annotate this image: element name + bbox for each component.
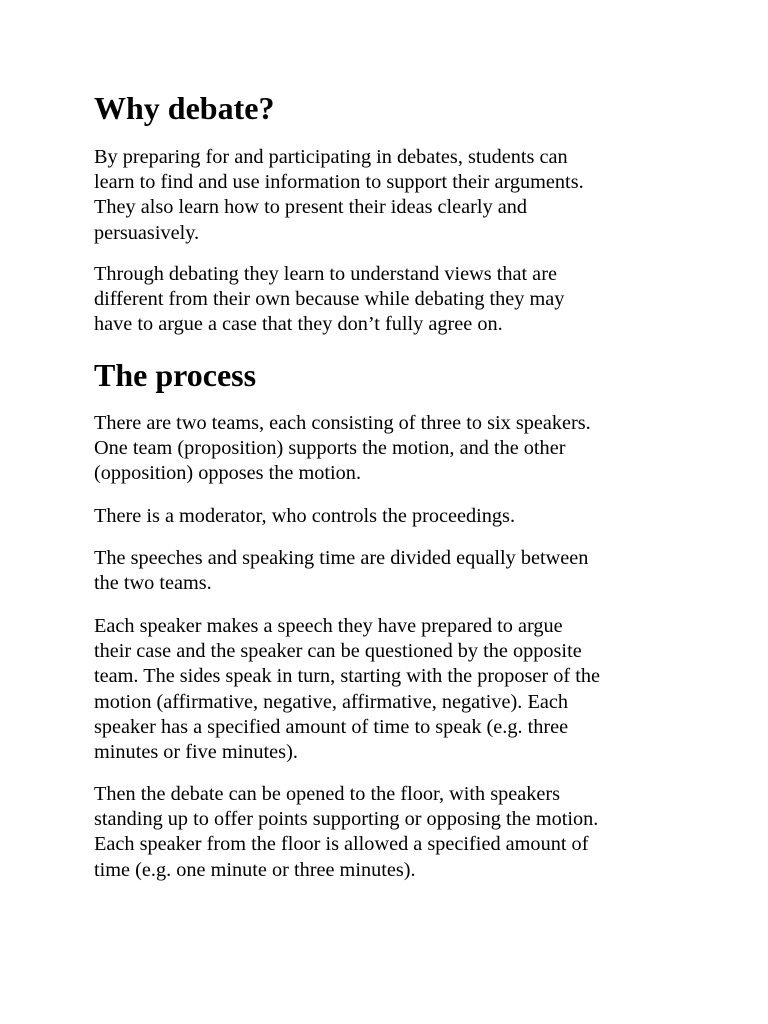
- text-line: have to argue a case that they don’t fully agree on.: [94, 313, 503, 336]
- text-line: They also learn how to present their ideas clearly and: [94, 196, 528, 219]
- text-line: the two teams.: [94, 572, 212, 595]
- text-line: learn to find and use information to support their arguments.: [94, 171, 584, 194]
- text-line: Then the debate can be opened to the floor, with speakers: [94, 783, 561, 805]
- text-line: standing up to offer points supporting or opposing the motion.: [94, 808, 599, 831]
- paragraph-process-5: [94, 782, 598, 883]
- text-line: different from their own because while debating they may: [94, 288, 565, 311]
- text-line: There are two teams, each consisting of three to six speakers.: [94, 412, 591, 434]
- paragraph-process-1: [94, 411, 591, 487]
- text-line: team. The sides speak in turn, starting with the proposer of the: [94, 665, 600, 688]
- paragraph-process-2: [94, 504, 515, 529]
- text-line: (opposition) opposes the motion.: [94, 462, 362, 485]
- text-line: speaker has a specified amount of time to speak (e.g. three: [94, 715, 569, 738]
- text-line: Each speaker from the floor is allowed a specified amount of: [94, 833, 589, 856]
- text-line: time (e.g. one minute or three minutes).: [94, 858, 416, 881]
- text-line: their case and the speaker can be questioned by the opposite: [94, 640, 582, 663]
- text-line: motion (affirmative, negative, affirmative, negative). Each: [94, 690, 568, 713]
- text-line: persuasively.: [94, 221, 200, 244]
- text-line: By preparing for and participating in debates, students can: [94, 146, 568, 168]
- text-line: The speeches and speaking time are divided equally between: [94, 547, 589, 569]
- heading-why-debate: Why debate?: [94, 90, 275, 126]
- paragraph-why-debate-2: [94, 262, 564, 338]
- paragraph-why-debate-1: [94, 145, 584, 246]
- text-line: minutes or five minutes).: [94, 741, 298, 764]
- text-line: Through debating they learn to understand views that are: [94, 263, 557, 285]
- paragraph-process-4: [94, 614, 600, 765]
- heading-the-process: The process: [94, 357, 257, 393]
- paragraph-process-3: [94, 546, 588, 596]
- text-line: Each speaker makes a speech they have prepared to argue: [94, 615, 563, 637]
- text-line: One team (proposition) supports the motion, and the other: [94, 437, 566, 460]
- text-line: There is a moderator, who controls the proceedings.: [94, 505, 516, 527]
